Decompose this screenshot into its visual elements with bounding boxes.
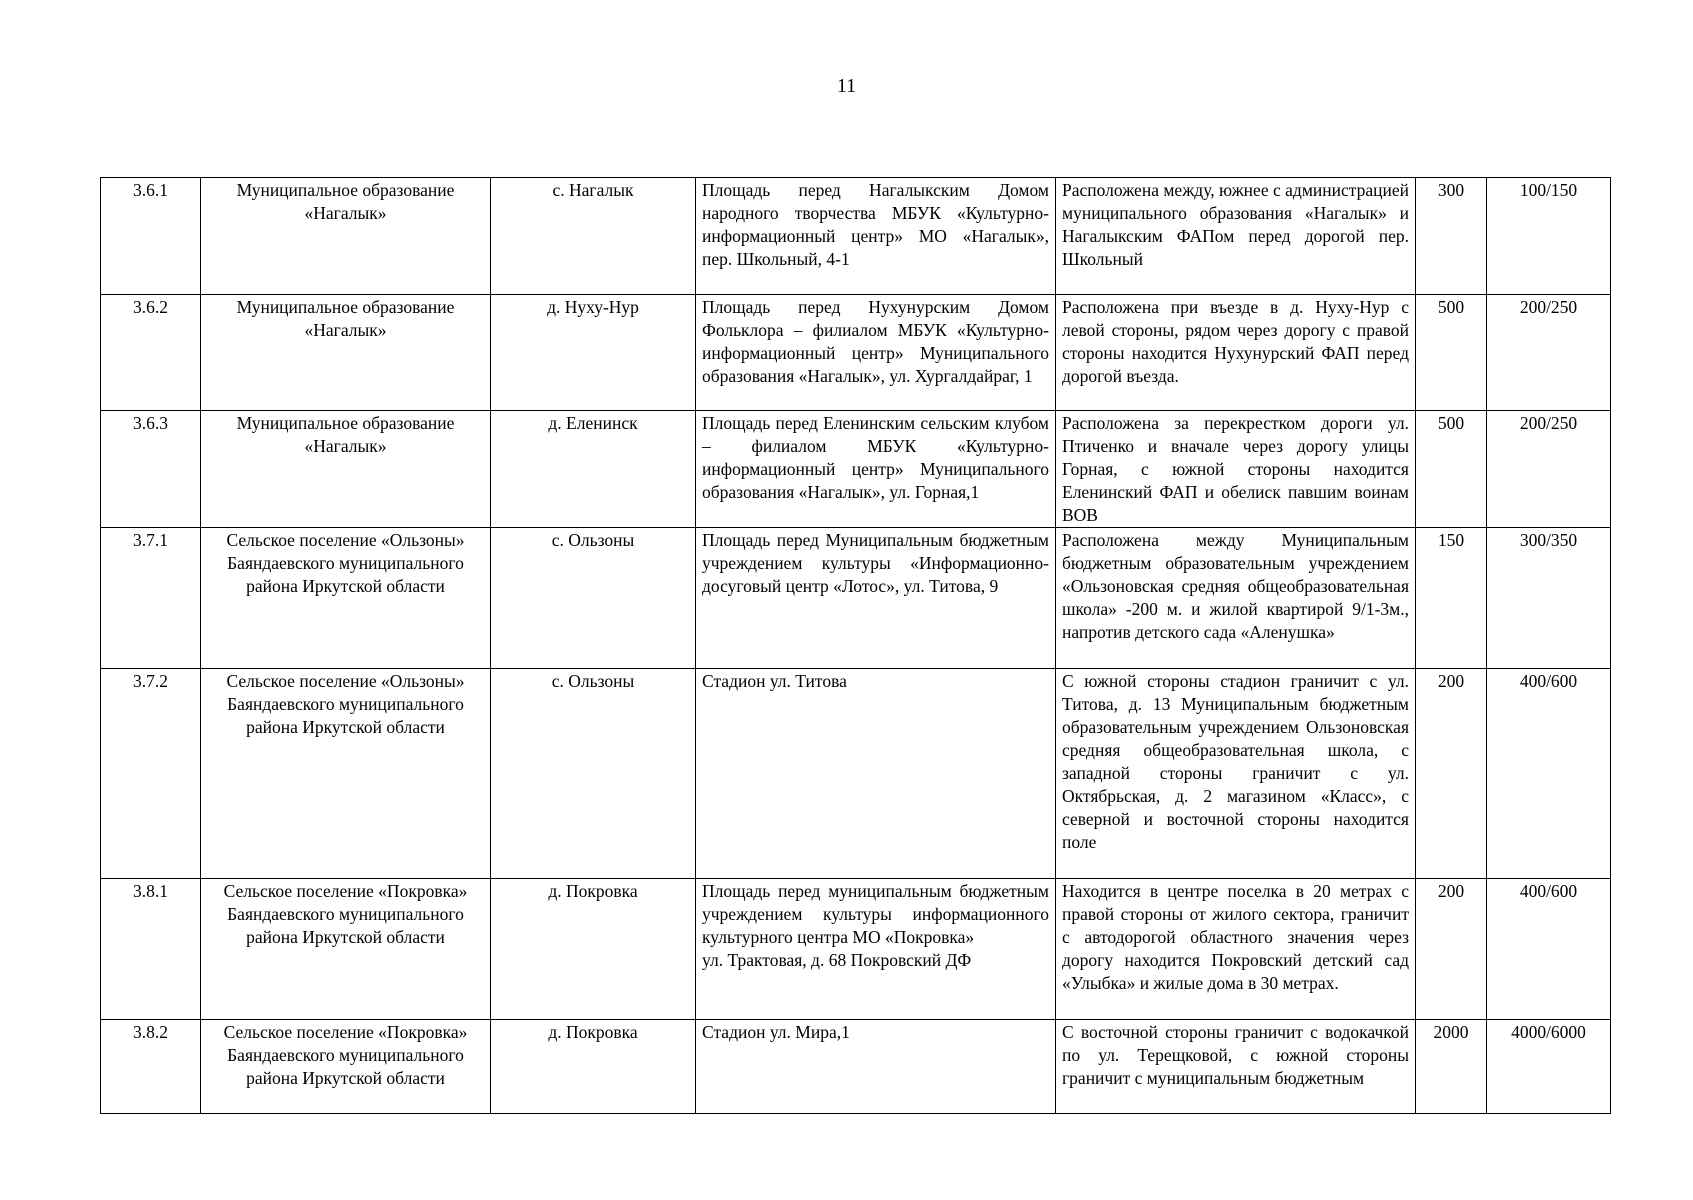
site-address: Площадь перед Нагалыкским Домом народного творчества МБУК «Культурно-информационный центр» МО «Нагалык», пер. Школьный, 4-1 bbox=[696, 178, 1056, 295]
table-row bbox=[101, 178, 1611, 295]
settlement: д. Нуху-Нур bbox=[491, 295, 696, 411]
settlement: с. Нагалык bbox=[491, 178, 696, 295]
site-address: Стадион ул. Титова bbox=[696, 669, 1056, 879]
site-description: С южной стороны стадион граничит с ул. Титова, д. 13 Муниципальным бюджетным образовательным учреждением Ользоновская средняя общеобразовательная школа, с западной стороны граничит с ул. Октябрьская, д. 2 магазином «Класс», с северной и восточной стороны находится поле bbox=[1056, 669, 1416, 879]
site-description: С восточной стороны граничит с водокачкой по ул. Терещковой, с южной стороны граничит с муниципальным бюджетным bbox=[1056, 1020, 1416, 1114]
row-number: 3.8.1 bbox=[101, 879, 201, 1020]
site-area: 200 bbox=[1416, 669, 1487, 879]
settlement: д. Покровка bbox=[491, 1020, 696, 1114]
site-address: Площадь перед муниципальным бюджетным учреждением культуры информационного культурного центра МО «Покровка» bbox=[702, 881, 1049, 947]
site-capacity: 200/250 bbox=[1487, 295, 1611, 411]
site-description: Расположена при въезде в д. Нуху-Нур с левой стороны, рядом через дорогу с правой стороны находится Нухунурский ФАП перед дорогой въезда. bbox=[1056, 295, 1416, 411]
settlement: д. Покровка bbox=[491, 879, 696, 1020]
site-capacity: 300/350 bbox=[1487, 528, 1611, 669]
site-address-street: ул. Трактовая, д. 68 Покровский ДФ bbox=[702, 950, 972, 970]
site-address: Площадь перед Нухунурским Домом Фольклора – филиалом МБУК «Культурно-информационный центр» Муниципального образования «Нагалык», ул. Хургалдайраг, 1 bbox=[696, 295, 1056, 411]
row-number: 3.6.2 bbox=[101, 295, 201, 411]
row-number: 3.6.3 bbox=[101, 411, 201, 528]
site-area: 2000 bbox=[1416, 1020, 1487, 1114]
municipality-name: Сельское поселение «Ользоны» Баяндаевского муниципального района Иркутской области bbox=[201, 669, 491, 879]
site-capacity: 400/600 bbox=[1487, 879, 1611, 1020]
site-area: 200 bbox=[1416, 879, 1487, 1020]
municipality-name: Сельское поселение «Ользоны» Баяндаевского муниципального района Иркутской области bbox=[201, 528, 491, 669]
site-capacity: 4000/6000 bbox=[1487, 1020, 1611, 1114]
municipality-name: Сельское поселение «Покровка» Баяндаевского муниципального района Иркутской области bbox=[201, 879, 491, 1020]
row-number: 3.8.2 bbox=[101, 1020, 201, 1114]
municipality-name: Сельское поселение «Покровка» Баяндаевского муниципального района Иркутской области bbox=[201, 1020, 491, 1114]
table-row bbox=[101, 1020, 1611, 1114]
settlement: д. Еленинск bbox=[491, 411, 696, 528]
table-row bbox=[101, 411, 1611, 528]
row-number: 3.7.2 bbox=[101, 669, 201, 879]
table-row bbox=[101, 528, 1611, 669]
row-number: 3.6.1 bbox=[101, 178, 201, 295]
municipality-name: Муниципальное образование «Нагалык» bbox=[201, 178, 491, 295]
site-address-cell bbox=[696, 879, 1056, 1020]
site-description: Расположена между Муниципальным бюджетным образовательным учреждением «Ользоновская средняя общеобразовательная школа» -200 м. и жилой квартирой 9/1-3м., напротив детского сада «Аленушка» bbox=[1056, 528, 1416, 669]
page-number: 11 bbox=[836, 75, 857, 97]
sites-table bbox=[100, 177, 1611, 1114]
site-description: Находится в центре поселка в 20 метрах с правой стороны от жилого сектора, граничит с автодорогой областного значения через дорогу находится Покровский детский сад «Улыбка» и жилые дома в 30 метрах. bbox=[1056, 879, 1416, 1020]
site-capacity: 200/250 bbox=[1487, 411, 1611, 528]
site-description: Расположена за перекрестком дороги ул. Птиченко и вначале через дорогу улицы Горная, с южной стороны находится Еленинский ФАП и обелиск павшим воинам ВОВ bbox=[1056, 411, 1416, 528]
table-row bbox=[101, 295, 1611, 411]
settlement: с. Ользоны bbox=[491, 528, 696, 669]
municipality-name: Муниципальное образование «Нагалык» bbox=[201, 295, 491, 411]
site-area: 500 bbox=[1416, 295, 1487, 411]
settlement: с. Ользоны bbox=[491, 669, 696, 879]
site-capacity: 100/150 bbox=[1487, 178, 1611, 295]
site-address: Площадь перед Муниципальным бюджетным учреждением культуры «Информационно-досуговый центр «Лотос», ул. Титова, 9 bbox=[696, 528, 1056, 669]
site-area: 300 bbox=[1416, 178, 1487, 295]
table-row bbox=[101, 669, 1611, 879]
site-area: 150 bbox=[1416, 528, 1487, 669]
site-address: Стадион ул. Мира,1 bbox=[696, 1020, 1056, 1114]
site-address: Площадь перед Еленинским сельским клубом – филиалом МБУК «Культурно-информационный центр» Муниципального образования «Нагалык», ул. Горная,1 bbox=[696, 411, 1056, 528]
site-area: 500 bbox=[1416, 411, 1487, 528]
row-number: 3.7.1 bbox=[101, 528, 201, 669]
table-row bbox=[101, 879, 1611, 1020]
site-capacity: 400/600 bbox=[1487, 669, 1611, 879]
municipality-name: Муниципальное образование «Нагалык» bbox=[201, 411, 491, 528]
site-description: Расположена между, южнее с администрацией муниципального образования «Нагалык» и Нагалыкским ФАПом перед дорогой пер. Школьный bbox=[1056, 178, 1416, 295]
